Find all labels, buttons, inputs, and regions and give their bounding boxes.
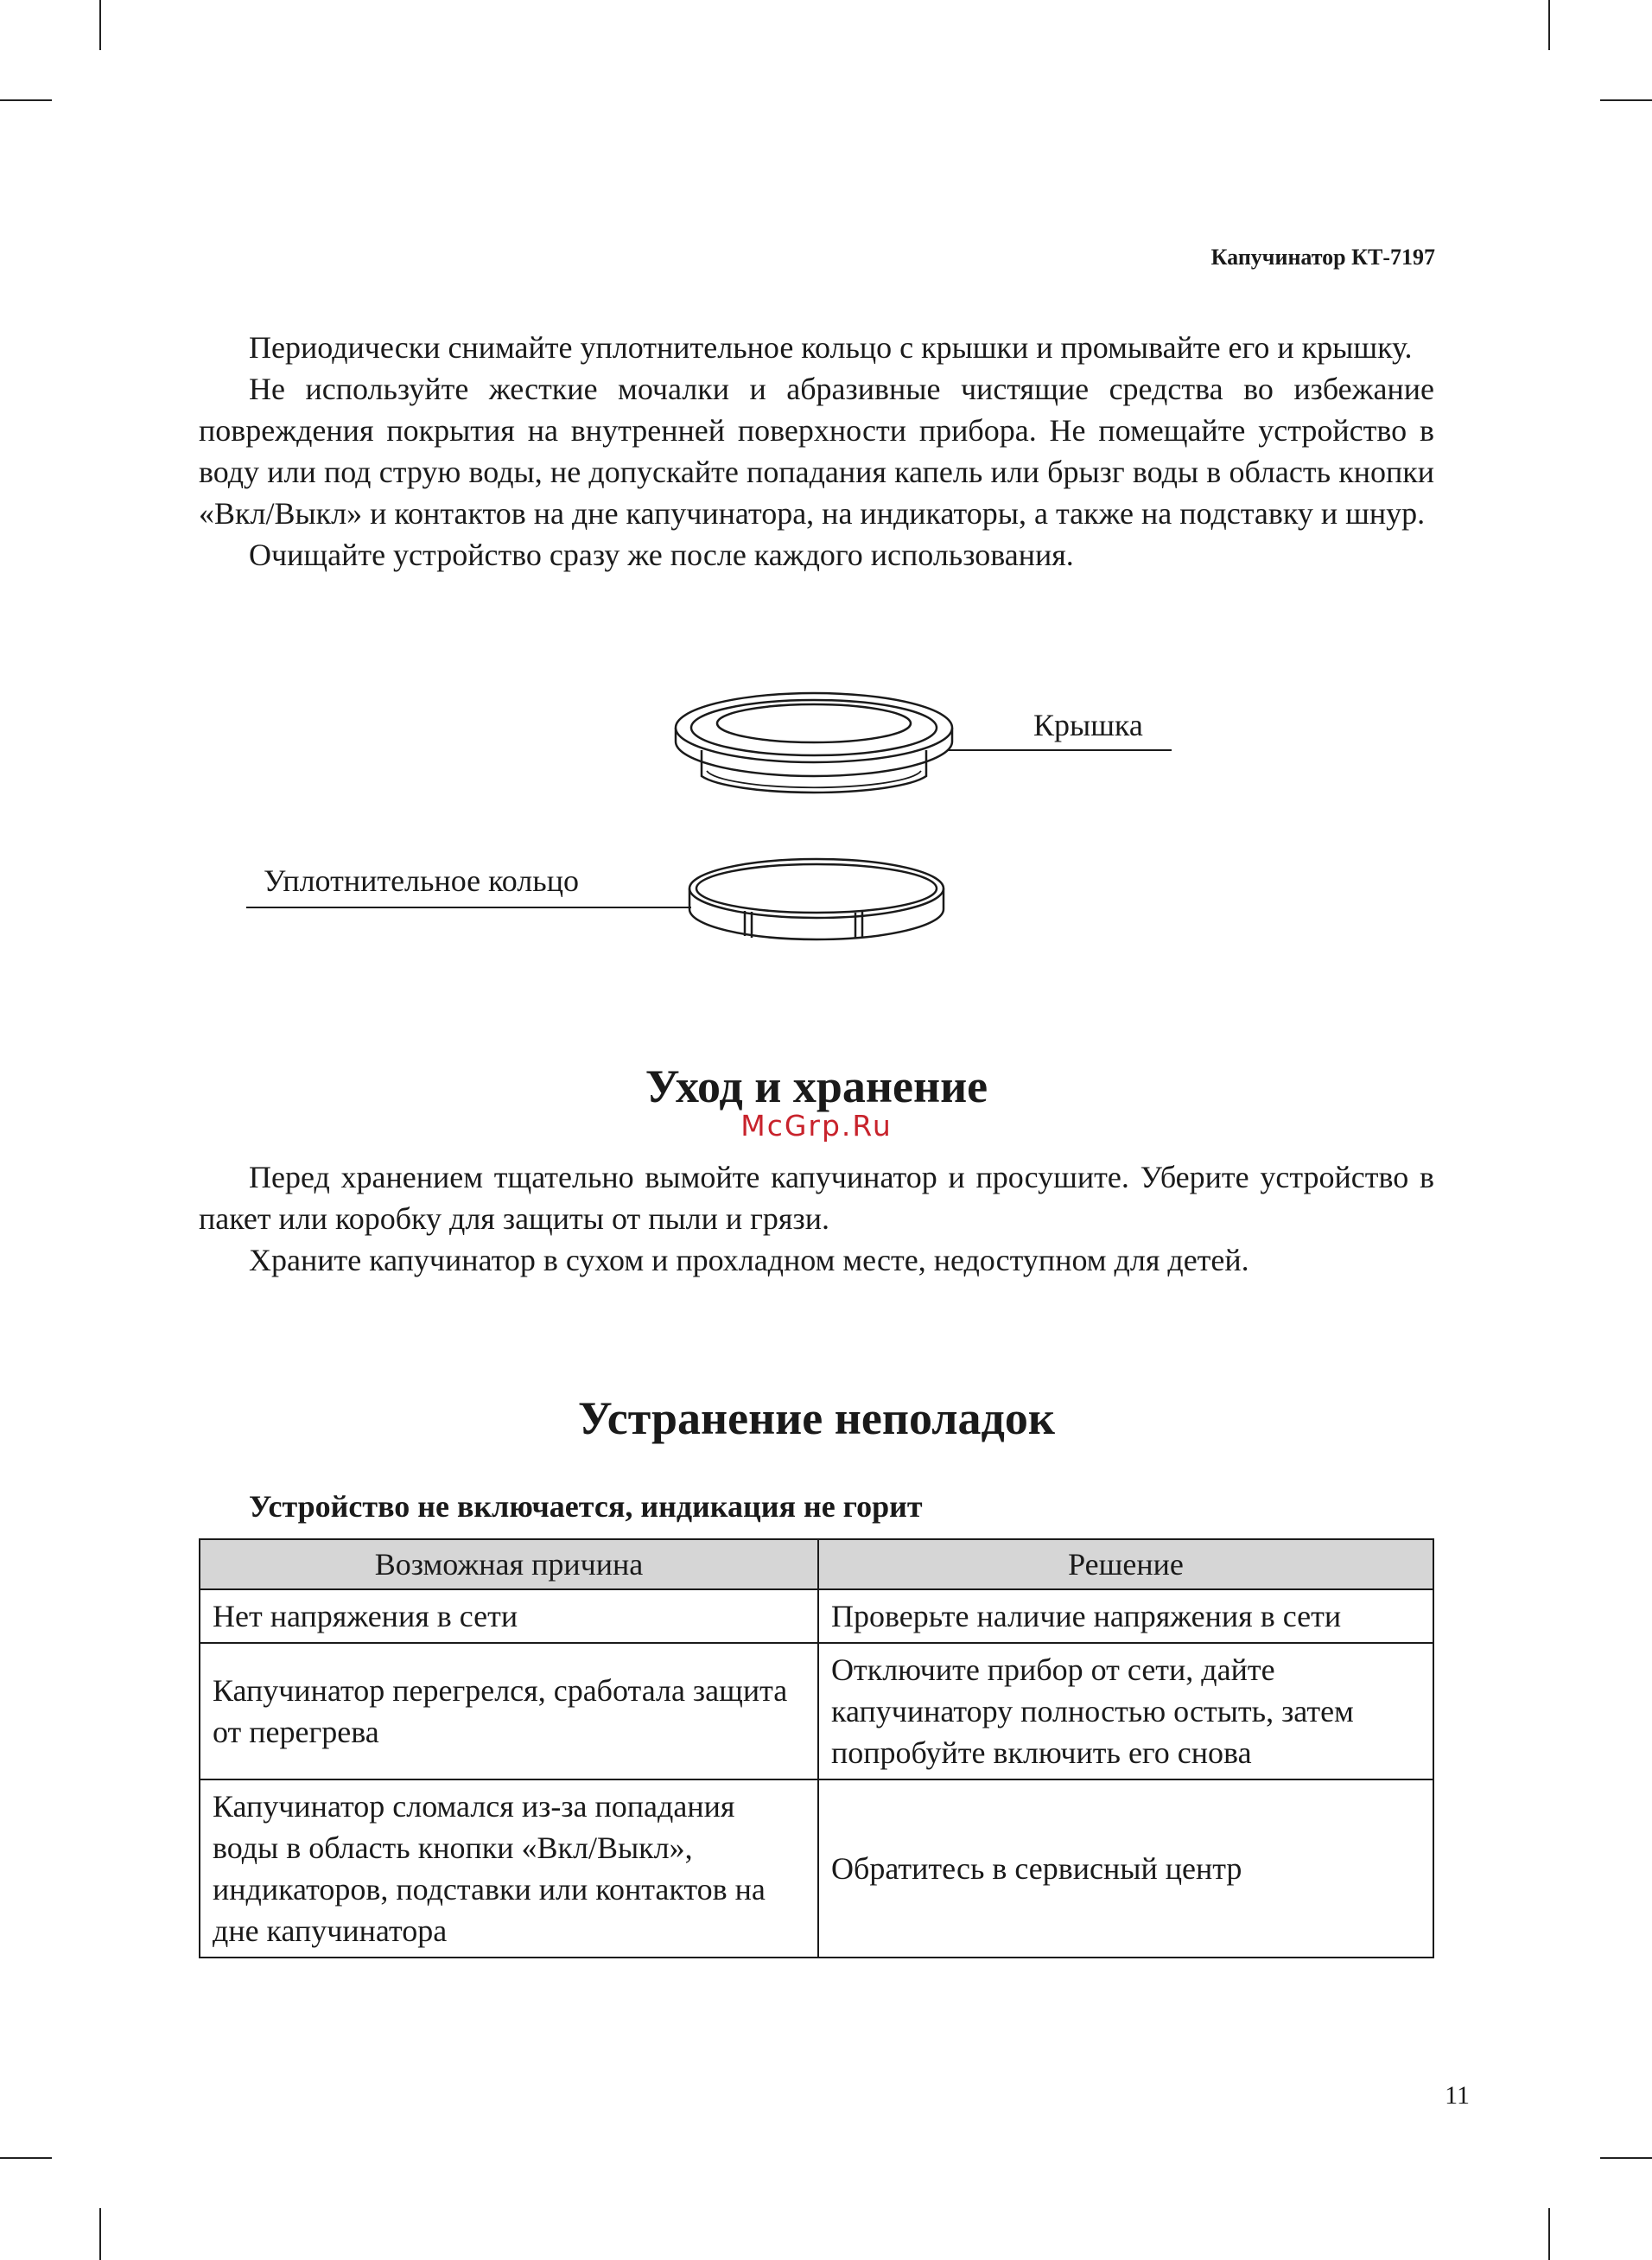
lid-drawing [676, 693, 952, 798]
care-section-title: Уход и хранение [645, 1060, 988, 1112]
care-paragraph: Храните капучинатор в сухом и прохладном месте, недоступном для детей. [249, 1243, 1249, 1277]
solution-cell: Отключите прибор от сети, дайте капучинатору полностью остыть, затем попробуйте включить его снова [818, 1643, 1433, 1779]
running-header: Капучинатор КТ-7197 [1210, 245, 1435, 270]
crop-mark [0, 99, 52, 101]
table-row [200, 1643, 1433, 1779]
solution-cell: Обратитесь в сервисный центр [818, 1779, 1433, 1958]
intro-paragraph: Периодически снимайте уплотнительное кольцо с крышки и промывайте его и крышку. [249, 330, 1413, 365]
intro-text [199, 327, 1434, 576]
crop-mark [0, 2157, 52, 2159]
troubleshooting-table [199, 1538, 1434, 1958]
column-header-solution: Решение [818, 1539, 1433, 1589]
care-text [199, 1156, 1434, 1281]
table-row [200, 1779, 1433, 1958]
troubleshooting-subheading: Устройство не включается, индикация не горит [249, 1489, 923, 1524]
lid-label: Крышка [1033, 708, 1143, 742]
crop-mark [99, 2208, 101, 2260]
ring-label: Уплотнительное кольцо [264, 863, 579, 898]
page-number: 11 [1445, 2081, 1470, 2110]
watermark: McGrp.Ru [740, 1109, 893, 1143]
crop-mark [1600, 99, 1652, 101]
cause-cell: Нет напряжения в сети [200, 1589, 818, 1643]
intro-paragraph: Не используйте жесткие мочалки и абразивные чистящие средства во избежание повреждения покрытия на внутренней поверхности прибора. Не помещайте устройство в воду или под струю воды, не допускайте попадания капель или брызг воды в область кнопки «Вкл/Выкл» и контактов на дне капучинатора, на индикаторы, а также на подставку и шнур. [199, 372, 1434, 531]
troubleshooting-title: Устранение неполадок [578, 1392, 1055, 1444]
intro-paragraph: Очищайте устройство сразу же после каждого использования. [249, 538, 1074, 572]
crop-mark [1600, 2157, 1652, 2159]
table-row [200, 1589, 1433, 1643]
lid-and-ring-diagram [0, 674, 1652, 968]
care-paragraph: Перед хранением тщательно вымойте капучинатор и просушите. Уберите устройство в пакет или коробку для защиты от пыли и грязи. [199, 1160, 1434, 1236]
cause-cell: Капучинатор сломался из-за попадания воды в область кнопки «Вкл/Выкл», индикаторов, подставки или контактов на дне капучинатора [200, 1779, 818, 1958]
crop-mark [1548, 0, 1550, 50]
column-header-cause: Возможная причина [200, 1539, 818, 1589]
solution-cell: Проверьте наличие напряжения в сети [818, 1589, 1433, 1643]
crop-mark [99, 0, 101, 50]
cause-cell: Капучинатор перегрелся, сработала защита от перегрева [200, 1643, 818, 1779]
ring-drawing [689, 859, 944, 939]
table-header-row [200, 1539, 1433, 1589]
crop-mark [1548, 2208, 1550, 2260]
